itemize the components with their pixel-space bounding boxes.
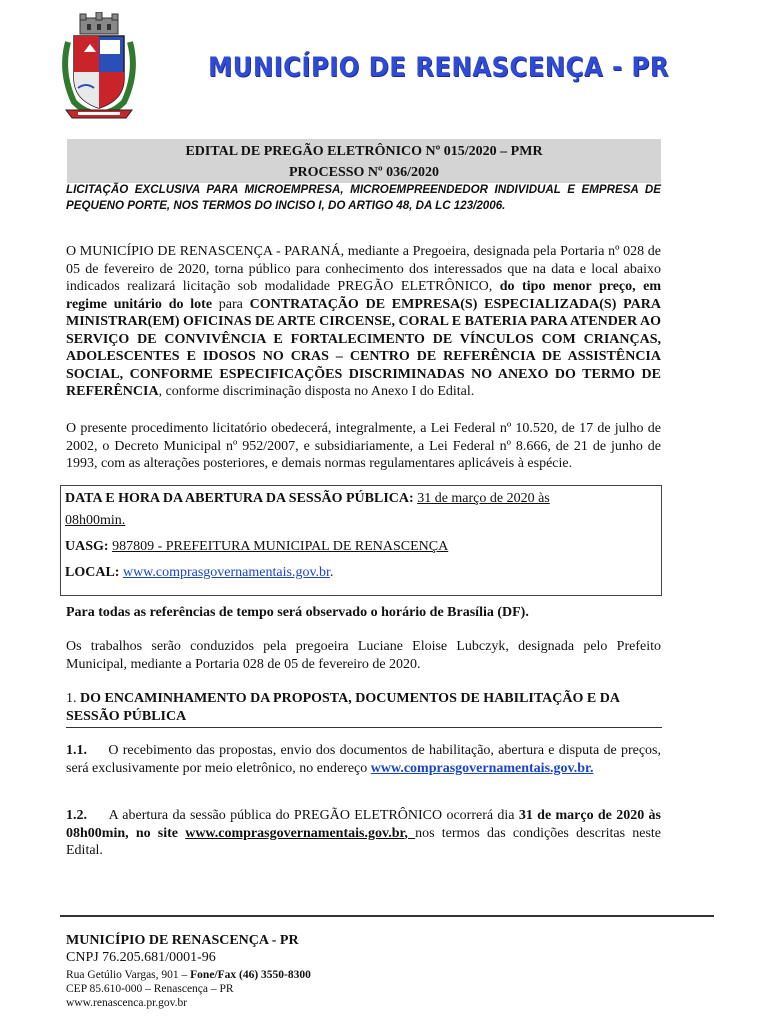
- session-date-line: [65, 488, 657, 510]
- footer-address-line: [66, 968, 311, 982]
- session-date-value: 31 de março de 2020 às: [417, 491, 550, 506]
- section-1-title: DO ENCAMINHAMENTO DA PROPOSTA, DOCUMENTOS DE HABILITAÇÃO E DA SESSÃO PÚBLICA: [66, 691, 620, 724]
- uasg-line: [65, 536, 657, 558]
- pregoeira-paragraph: Os trabalhos serão conduzidos pela pregoeira Luciane Eloise Lubczyk, designada pelo Prefeito Municipal, mediante a Portaria 028 de 05 de fevereiro de 2020.: [66, 639, 661, 672]
- item-1-2-text-b: nos termos das condições descritas neste Edital.: [66, 825, 662, 858]
- session-time-value: 08h00min.: [65, 513, 126, 528]
- item-1-2-bold-b: ,: [404, 825, 416, 841]
- uasg-value: 987809 - PREFEITURA MUNICIPAL DE RENASCENÇA: [112, 539, 449, 554]
- footer-phone: Fone/Fax (46) 3550-8300: [190, 969, 311, 981]
- uasg-label: UASG:: [65, 539, 109, 554]
- edital-title: EDITAL DE PREGÃO ELETRÔNICO Nº 015/2020 – PMR: [185, 144, 543, 159]
- section-1-heading: [66, 690, 662, 728]
- item-1-2-text-a: A abertura da sessão pública do PREGÃO ELETRÔNICO ocorrerá dia: [108, 808, 519, 823]
- local-line: [65, 562, 657, 584]
- process-number: PROCESSO Nº 036/2020: [288, 165, 440, 180]
- local-end: .: [329, 565, 334, 580]
- legal-basis-paragraph: O presente procedimento licitatório obedecerá, integralmente, a Lei Federal nº 10.520, de 17 de julho de 2002, o Decreto Municipal nº 952/2007, e subsidiariamente, a Lei Federal nº 8.666, de 21 de junho de 1993, com as alterações posteriores, e demais normas regulamentares aplicáveis à espécie.: [66, 421, 661, 471]
- exclusive-bidding-notice: LICITAÇÃO EXCLUSIVA PARA MICROEMPRESA, MICROEMPREENDEDOR INDIVIDUAL E EMPRESA DE PEQUENO PORTE, NOS TERMOS DO INCISO I, DO ARTIGO 48, DA LC 123/2006.: [66, 183, 661, 212]
- item-1-2-link[interactable]: www.comprasgovernamentais.gov.br: [185, 825, 405, 841]
- footer-address: Rua Getúlio Vargas, 901 –: [66, 969, 191, 981]
- item-1-2-number: 1.2.: [66, 808, 87, 823]
- session-time-line: [65, 510, 657, 532]
- intro-bold-a: do tipo menor preço, em regime unitário do lote: [66, 279, 661, 312]
- edital-title-box: [67, 139, 661, 183]
- intro-paragraph: [66, 243, 661, 401]
- footer-cep: CEP 85.610-000 – Renascença – PR: [66, 983, 234, 995]
- intro-text-a: O MUNICÍPIO DE RENASCENÇA - PARANÁ, mediante a Pregoeira, designada pela Portaria nº 028 de 05 de fevereiro de 2020, torna público para conhecimento dos interessados que na data e local abaixo indicados realizará licitação sob modalidade PREGÃO ELETRÔNICO,: [66, 244, 661, 294]
- intro-text-b: para: [212, 296, 250, 312]
- item-1-1-link[interactable]: www.comprasgovernamentais.gov.br.: [370, 760, 594, 776]
- session-info-box: [60, 485, 662, 596]
- section-1-number: 1.: [66, 691, 77, 706]
- item-1-1-text: O recebimento das propostas, envio dos documentos de habilitação, abertura e disputa de preços, será exclusivamente por meio eletrônico, no endereço: [66, 743, 661, 776]
- footer-divider: [60, 915, 714, 917]
- item-1-2-bold-a: 31 de março de 2020 às 08h00min, no site: [66, 808, 661, 841]
- intro-object: CONTRATAÇÃO DE EMPRESA(S) ESPECIALIZADA(S) PARA MINISTRAR(EM) OFICINAS DE ARTE CIRCENSE, CORAL E BATERIA PARA ATENDER AO SERVIÇO DE CONVIVÊNCIA E FORTALECIMENTO DE VÍNCULOS COM CRIANÇAS, ADOLESCENTES E IDOSOS NO CRAS – CENTRO DE REFERÊNCIA DE ASSISTÊNCIA SOCIAL, CONFORME ESPECIFICAÇÕES DISCRIMINADAS NO ANEXO DO TERMO DE REFERÊNCIA: [66, 296, 661, 399]
- item-1-1-number: 1.1.: [66, 743, 87, 758]
- footer-municipality-name: MUNICÍPIO DE RENASCENÇA - PR: [66, 933, 299, 948]
- footer-cnpj: CNPJ 76.205.681/0001-96: [66, 950, 216, 965]
- municipality-title: MUNICÍPIO DE RENASCENÇA - PR: [208, 52, 669, 83]
- footer-website[interactable]: www.renascenca.pr.gov.br: [66, 997, 188, 1009]
- coat-of-arms-icon: [60, 12, 138, 120]
- item-1-2: [66, 807, 661, 860]
- session-date-label: DATA E HORA DA ABERTURA DA SESSÃO PÚBLICA:: [65, 491, 414, 506]
- local-website-link[interactable]: www.comprasgovernamentais.gov.br: [122, 565, 330, 580]
- item-1-1: [66, 742, 661, 777]
- time-reference-note: Para todas as referências de tempo será observado o horário de Brasília (DF).: [66, 605, 529, 620]
- local-label: LOCAL:: [65, 565, 120, 580]
- intro-text-c: , conforme discriminação disposta no Anexo I do Edital.: [158, 384, 475, 399]
